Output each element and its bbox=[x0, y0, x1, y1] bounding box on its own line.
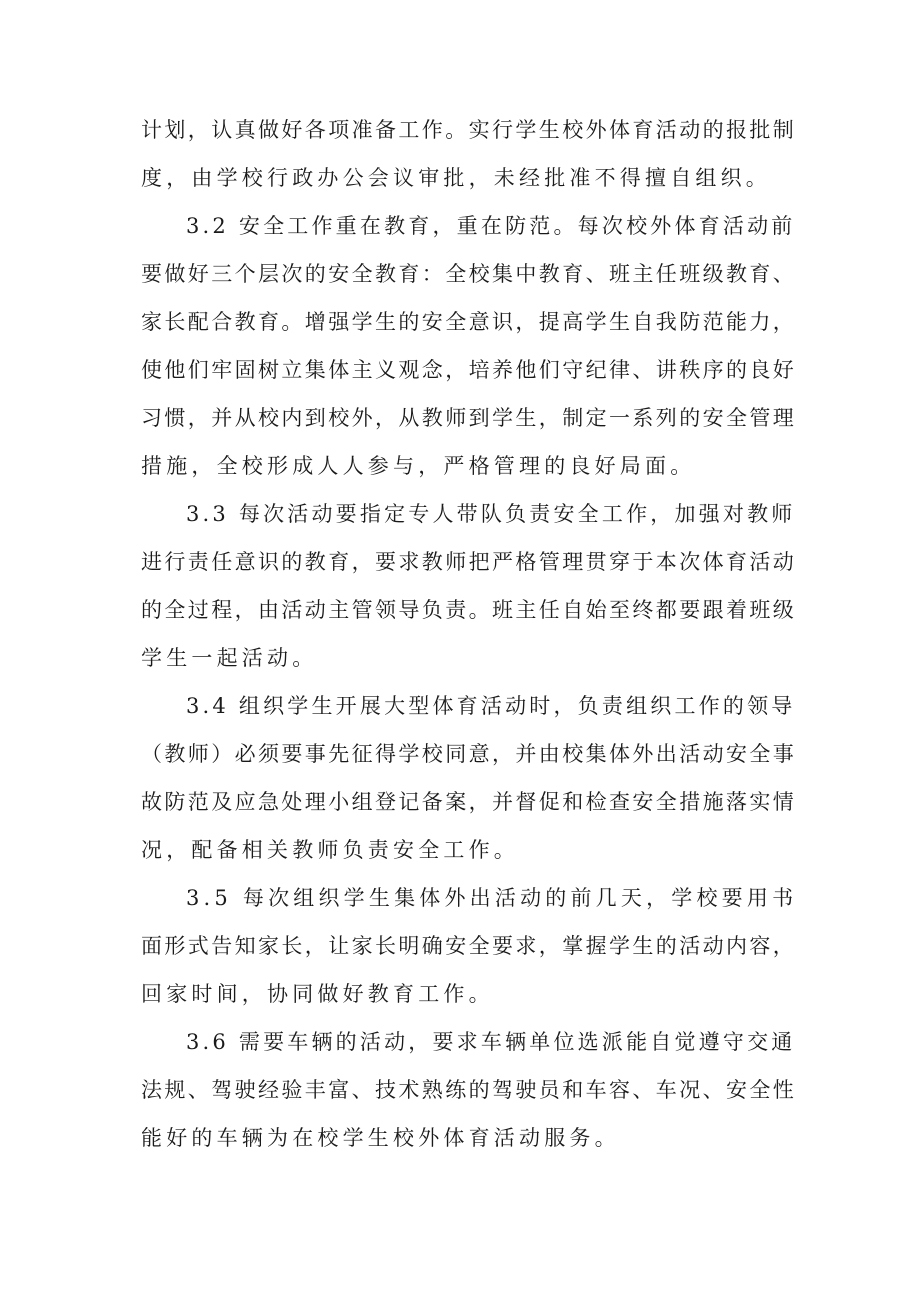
text-line: 能好的车辆为在校学生校外体育活动服务。 bbox=[141, 1126, 620, 1150]
text-line: （教师）必须要事先征得学校同意，并由校集体外出活动安全事 bbox=[141, 742, 797, 766]
text-line: 使他们牢固树立集体主义观念，培养他们守纪律、讲秩序的良好 bbox=[141, 358, 797, 382]
paragraph-3-4-start: 3.4 组织学生开展大型体育活动时，负责组织工作的领导 bbox=[186, 694, 796, 718]
paragraph-3-5-start: 3.5 每次组织学生集体外出活动的前几天，学校要用书 bbox=[186, 886, 798, 910]
paragraph-3-3-start: 3.3 每次活动要指定专人带队负责安全工作，加强对教师 bbox=[186, 502, 796, 526]
text-line: 学生一起活动。 bbox=[141, 646, 318, 670]
text-line: 的全过程，由活动主管领导负责。班主任自始至终都要跟着班级 bbox=[141, 598, 797, 622]
text-line: 况，配备相关教师负责安全工作。 bbox=[141, 838, 519, 862]
text-line: 习惯，并从校内到校外，从教师到学生，制定一系列的安全管理 bbox=[141, 406, 797, 430]
text-line: 要做好三个层次的安全教育：全校集中教育、班主任班级教育、 bbox=[141, 262, 797, 286]
text-line: 回家时间，协同做好教育工作。 bbox=[141, 982, 494, 1006]
text-line: 计划，认真做好各项准备工作。实行学生校外体育活动的报批制 bbox=[141, 118, 797, 142]
text-line: 故防范及应急处理小组登记备案，并督促和检查安全措施落实情 bbox=[141, 790, 797, 814]
text-line: 进行责任意识的教育，要求教师把严格管理贯穿于本次体育活动 bbox=[141, 550, 797, 574]
text-line: 度，由学校行政办公会议审批，未经批准不得擅自组织。 bbox=[141, 166, 771, 190]
text-line: 面形式告知家长，让家长明确安全要求，掌握学生的活动内容， bbox=[141, 934, 797, 958]
text-line: 家长配合教育。增强学生的安全意识，提高学生自我防范能力， bbox=[141, 310, 797, 334]
text-line: 措施，全校形成人人参与，严格管理的良好局面。 bbox=[141, 454, 696, 478]
paragraph-3-6-start: 3.6 需要车辆的活动，要求车辆单位选派能自觉遵守交通 bbox=[186, 1030, 796, 1054]
text-line: 法规、驾驶经验丰富、技术熟练的驾驶员和车容、车况、安全性 bbox=[141, 1078, 797, 1102]
paragraph-3-2-start: 3.2 安全工作重在教育，重在防范。每次校外体育活动前 bbox=[186, 214, 796, 238]
